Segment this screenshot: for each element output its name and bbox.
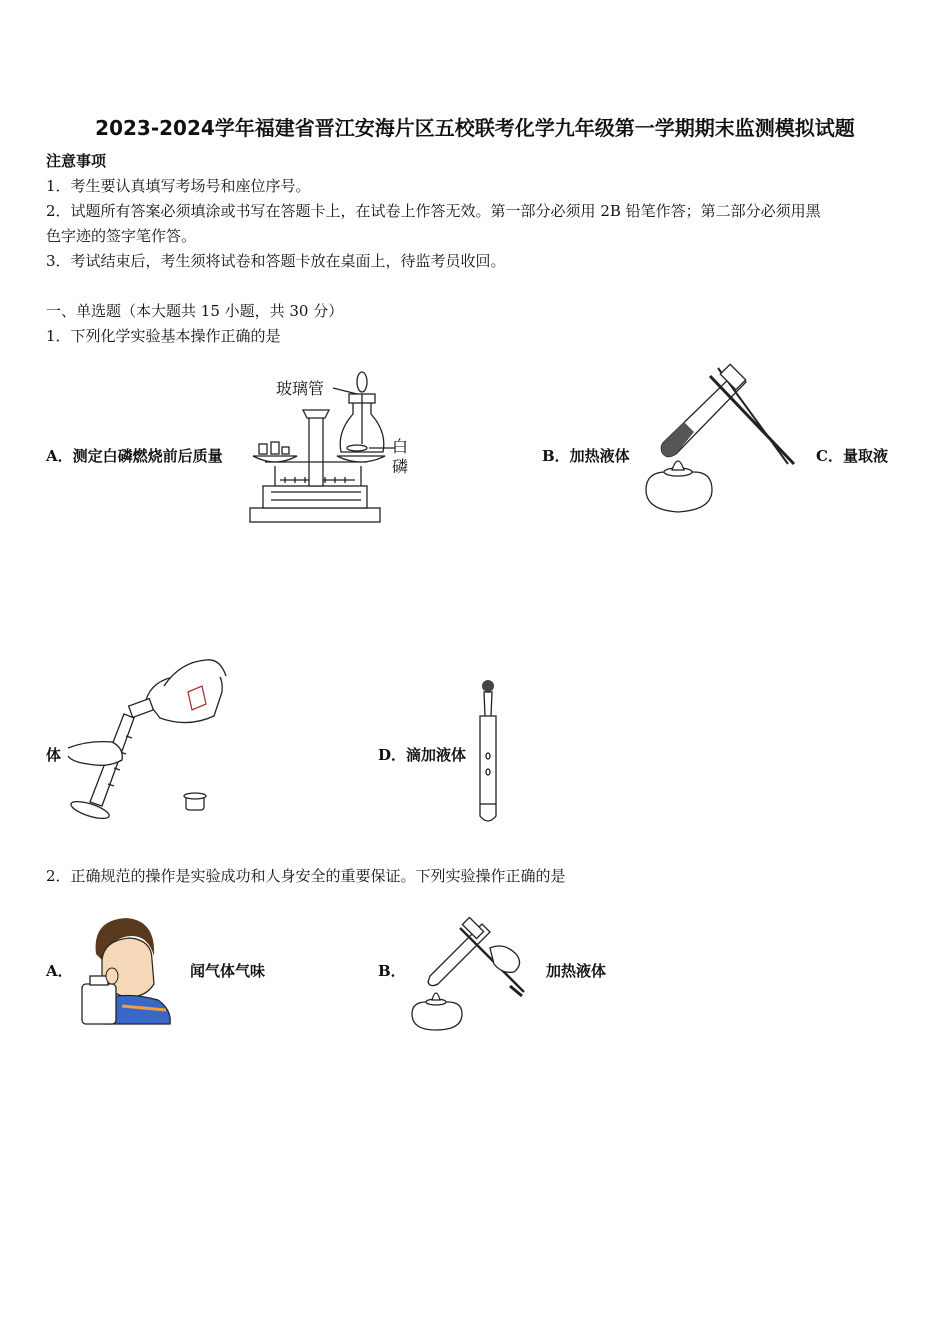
- label-white: 白: [392, 437, 409, 456]
- q1-option-c-label: C．量取液: [816, 447, 888, 465]
- question-2-stem: 2．正确规范的操作是实验成功和人身安全的重要保证。下列实验操作正确的是: [46, 867, 566, 885]
- page-title: 2023-2024学年福建省晋江安海片区五校联考化学九年级第一学期期末监测模拟试题: [95, 116, 855, 140]
- q1-option-b-label: B．加热液体: [542, 447, 630, 465]
- dropper-illustration: [472, 676, 504, 826]
- section-heading: 一、单选题（本大题共 15 小题，共 30 分）: [46, 302, 344, 320]
- heating-tube-hand-illustration: [406, 912, 534, 1034]
- smelling-gas-illustration: [82, 914, 174, 1026]
- notice-item-2-cont: 色字迹的签字笔作答。: [46, 227, 197, 245]
- q1-option-c-label-cont: 体: [46, 746, 62, 764]
- label-phosphorus: 磷: [392, 457, 409, 476]
- q2-option-b-label: B．: [378, 962, 406, 980]
- q1-option-d-label: D．滴加液体: [378, 746, 467, 764]
- notice-item-3: 3．考试结束后，考生须将试卷和答题卡放在桌面上，待监考员收回。: [46, 252, 506, 270]
- measuring-cylinder-illustration: [68, 656, 228, 826]
- q2-option-a-text: 闻气体气味: [190, 962, 266, 980]
- notice-item-2: 2．试题所有答案必须填涂或书写在答题卡上，在试卷上作答无效。第一部分必须用 2B 铅笔作答；第二部分必须用黑: [46, 202, 821, 220]
- q2-option-a-label: A．: [46, 962, 73, 980]
- notice-heading: 注意事项: [46, 152, 107, 170]
- q1-option-a-label: A．测定白磷燃烧前后质量: [46, 447, 223, 465]
- label-glass-tube: 玻璃管: [276, 379, 325, 398]
- q2-option-b-text: 加热液体: [546, 962, 607, 980]
- question-1-stem: 1．下列化学实验基本操作正确的是: [46, 327, 281, 345]
- heating-liquid-illustration: [636, 360, 796, 520]
- notice-item-1: 1．考生要认真填写考场号和座位序号。: [46, 177, 311, 195]
- balance-illustration: [245, 368, 415, 528]
